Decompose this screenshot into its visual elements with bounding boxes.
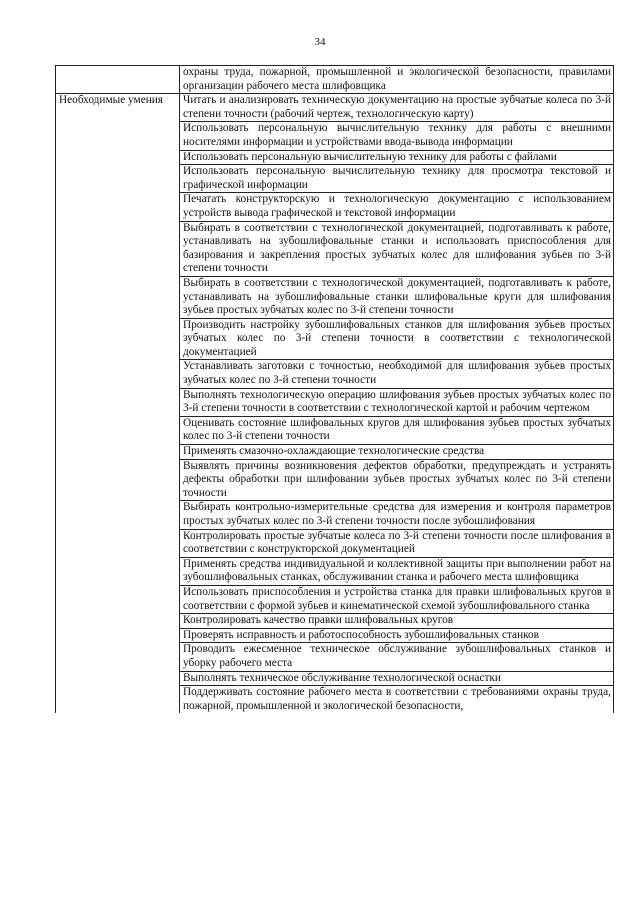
table-body: [56, 66, 614, 714]
table-row-skill: [56, 686, 614, 714]
table-row-skill: [56, 643, 614, 671]
skill-text: Выполнять техническое обслуживание технологической оснастки: [180, 671, 614, 686]
requirements-table: [55, 65, 614, 713]
skill-text: Печатать конструкторскую и технологическую документацию с использованием устройств вывода графической и текстовой информации: [180, 193, 614, 221]
skill-text: Контролировать простые зубчатые колеса по 3-й степени точности после шлифования в соответствии с конструкторской документацией: [180, 529, 614, 557]
skill-text: Проверять исправность и работоспособность зубошлифовальных станков: [180, 628, 614, 643]
table-row-skill: [56, 150, 614, 165]
table-row-skill: [56, 445, 614, 460]
table-row-skill: [56, 416, 614, 444]
table-row-skill: [56, 221, 614, 276]
empty-label-cell: [56, 614, 180, 629]
skill-text: Производить настройку зубошлифовальных станков для шлифования зубьев простых зубчатых колес по 3-й степени точности в соответствии с технологической документацией: [180, 318, 614, 360]
table-row-skill: [56, 585, 614, 613]
table-row-skill: [56, 94, 614, 122]
table-row-skill: [56, 122, 614, 150]
continued-text-cell: охраны труда, пожарной, промышленной и экологической безопасности, правилами организации рабочего места шлифовщика: [180, 66, 614, 94]
empty-label-cell: [56, 445, 180, 460]
empty-label-cell: [56, 671, 180, 686]
empty-label-cell: [56, 416, 180, 444]
table-row-continued: [56, 66, 614, 94]
skill-text: Выбирать контрольно-измерительные средства для измерения и контроля параметров простых зубчатых колес по 3-й степени точности после зубошлифования: [180, 501, 614, 529]
empty-label-cell: [56, 557, 180, 585]
skill-text: Читать и анализировать техническую документацию на простые зубчатые колеса по 3-й степени точности (рабочий чертеж, технологическую карту): [180, 94, 614, 122]
table-row-skill: [56, 557, 614, 585]
empty-label-cell: [56, 221, 180, 276]
skill-text: Выбирать в соответствии с технологической документацией, подготавливать к работе, устанавливать на зубошлифовальные станки и использовать приспособления для базирования и закрепления простых зубчатых колес для шлифования зубьев по 3-й степени точности: [180, 221, 614, 276]
skill-text: Выявлять причины возникновения дефектов обработки, предупреждать и устранять дефекты обработки при шлифовании зубьев простых зубчатых колес по 3-й степени точности: [180, 459, 614, 501]
skill-text: Выбирать в соответствии с технологической документацией, подготавливать к работе, устанавливать на зубошлифовальные станки шлифовальные круги для шлифования зубьев простых зубчатых колес по 3-й степени точности: [180, 276, 614, 318]
empty-label-cell: [56, 318, 180, 360]
empty-label-cell: [56, 276, 180, 318]
table-row-skill: [56, 671, 614, 686]
skill-text: Контролировать качество правки шлифовальных кругов: [180, 614, 614, 629]
empty-label-cell: [56, 360, 180, 388]
empty-label-cell: [56, 150, 180, 165]
skill-text: Использовать приспособления и устройства станка для правки шлифовальных кругов в соответствии с формой зубьев и кинематической схемой зубошлифовального станка: [180, 585, 614, 613]
table-row-skill: [56, 628, 614, 643]
table-row-skill: [56, 614, 614, 629]
skill-text: Поддерживать состояние рабочего места в соответствии с требованиями охраны труда, пожарной, промышленной и экологической безопасности,: [180, 686, 614, 714]
skill-text: Устанавливать заготовки с точностью, необходимой для шлифования зубьев простых зубчатых колес по 3-й степени точности: [180, 360, 614, 388]
skill-text: Оценивать состояние шлифовальных кругов для шлифования зубьев простых зубчатых колес по 3-й степени точности: [180, 416, 614, 444]
skill-text: Использовать персональную вычислительную технику для работы с внешними носителями информации и устройствами ввода-вывода информации: [180, 122, 614, 150]
empty-label-cell: [56, 501, 180, 529]
empty-label-cell: [56, 686, 180, 714]
skill-text: Использовать персональную вычислительную технику для работы с файлами: [180, 150, 614, 165]
empty-label-cell: [56, 388, 180, 416]
skill-text: Применять средства индивидуальной и коллективной защиты при выполнении работ на зубошлифовальных станках, обслуживании станка и рабочего места шлифовщика: [180, 557, 614, 585]
section-label: Необходимые умения: [56, 94, 180, 122]
skill-text: Использовать персональную вычислительную технику для просмотра текстовой и графической информации: [180, 165, 614, 193]
empty-label-cell: [56, 459, 180, 501]
table-row-skill: [56, 501, 614, 529]
empty-label-cell: [56, 165, 180, 193]
empty-label-cell: [56, 66, 180, 94]
table-row-skill: [56, 165, 614, 193]
table-row-skill: [56, 459, 614, 501]
table-row-skill: [56, 276, 614, 318]
table-row-skill: [56, 388, 614, 416]
skill-text: Применять смазочно-охлаждающие технологические средства: [180, 445, 614, 460]
empty-label-cell: [56, 585, 180, 613]
skill-text: Выполнять технологическую операцию шлифования зубьев простых зубчатых колес по 3-й степени точности в соответствии с технологической картой и рабочим чертежом: [180, 388, 614, 416]
empty-label-cell: [56, 628, 180, 643]
empty-label-cell: [56, 529, 180, 557]
table-row-skill: [56, 193, 614, 221]
skill-text: Проводить ежесменное техническое обслуживание зубошлифовальных станков и уборку рабочего места: [180, 643, 614, 671]
empty-label-cell: [56, 193, 180, 221]
page-number: 34: [314, 36, 326, 48]
empty-label-cell: [56, 122, 180, 150]
table-row-skill: [56, 529, 614, 557]
table-row-skill: [56, 360, 614, 388]
table-row-skill: [56, 318, 614, 360]
empty-label-cell: [56, 643, 180, 671]
